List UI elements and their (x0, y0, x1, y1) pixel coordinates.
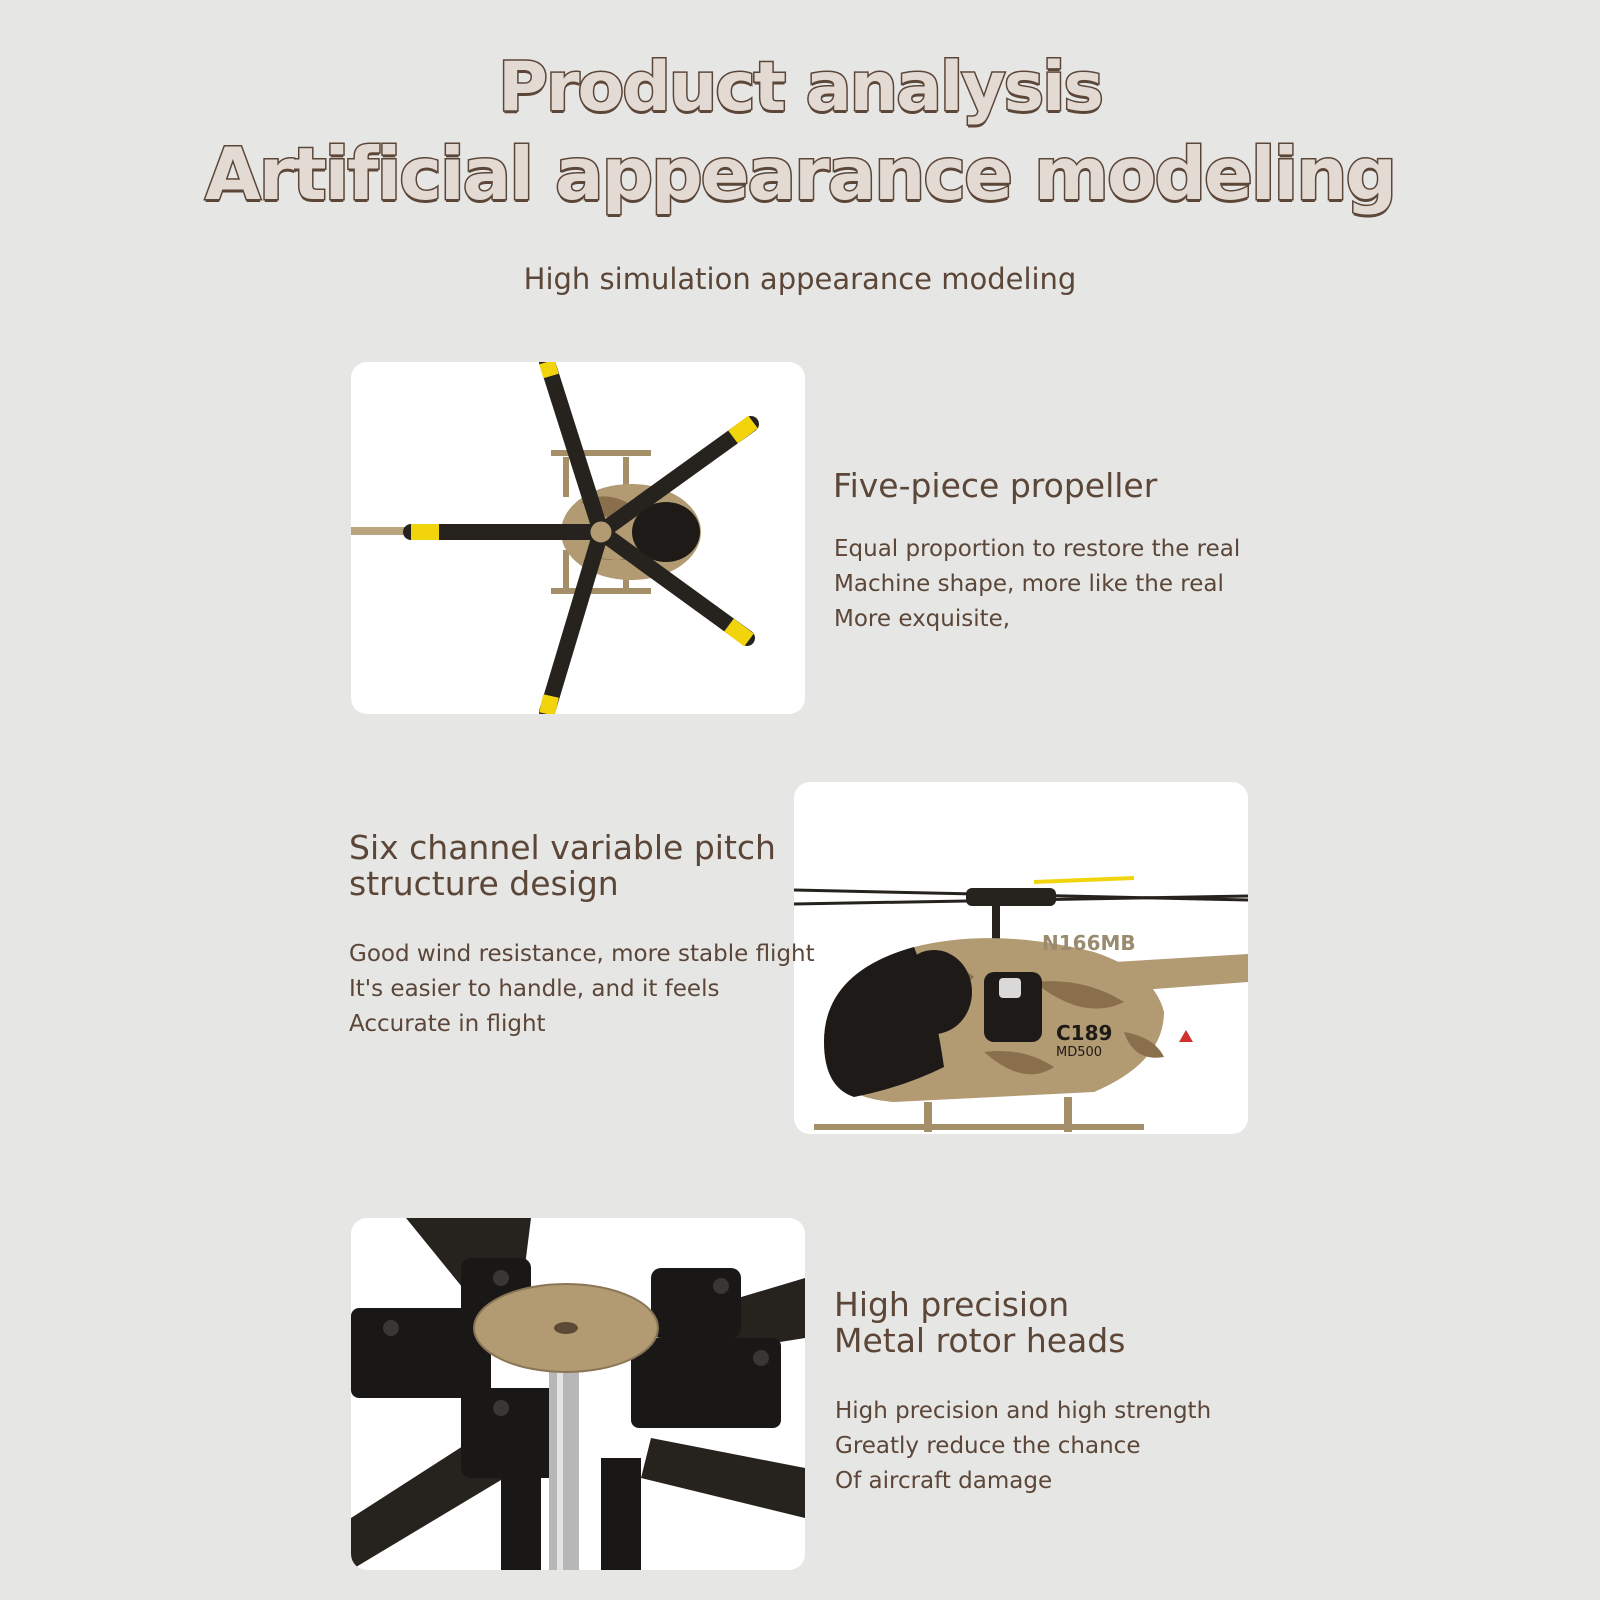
page-title-line2: Artificial appearance modeling (204, 132, 1396, 216)
page-title-line1: Product analysis (498, 48, 1102, 127)
propeller-top-view-image (351, 362, 805, 714)
rotor-head-closeup-image (351, 1218, 805, 1570)
registration-marking: N166MB (1042, 931, 1136, 955)
feature-heading-propeller: Five-piece propeller (833, 466, 1158, 505)
feature-body-propeller: Equal proportion to restore the real Machine shape, more like the real More exquisite, (834, 536, 1241, 632)
helicopter-side-view-image (794, 782, 1248, 1134)
model-code-marking: C189 (1056, 1021, 1113, 1045)
rotor-head-illustration (351, 1218, 805, 1570)
helicopter-side-view-illustration (794, 782, 1248, 1134)
feature-heading-rotor-heads: High precision Metal rotor heads (834, 1285, 1126, 1360)
feature-heading-pitch-structure: Six channel variable pitch structure design (349, 828, 776, 903)
feature-body-pitch-structure: Good wind resistance, more stable flight It's easier to handle, and it feels Accurate in flight (349, 941, 815, 1037)
model-name-marking: MD500 (1056, 1045, 1103, 1060)
feature-body-rotor-heads: High precision and high strength Greatly reduce the chance Of aircraft damage (835, 1398, 1212, 1494)
page-subtitle: High simulation appearance modeling (523, 262, 1077, 296)
helicopter-top-view-illustration (351, 362, 805, 714)
